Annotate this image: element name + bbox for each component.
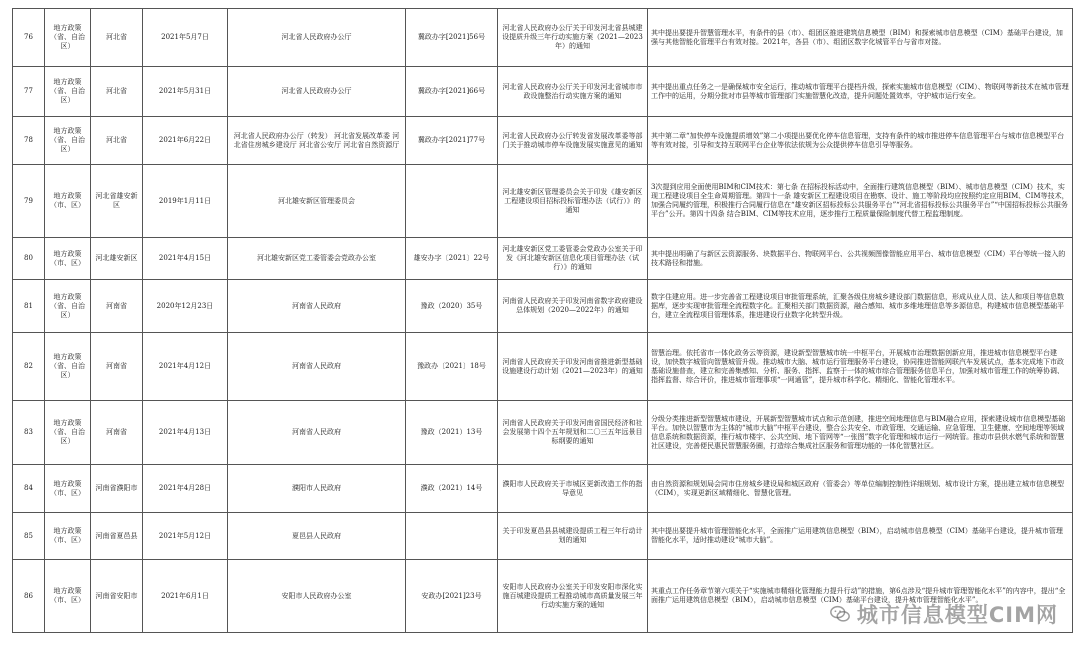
issuing-org-cell: 安阳市人民政府办公室 <box>228 560 406 633</box>
cim-summary-cell: 分级分类推进新型智慧城市建设，开展新型智慧城市试点和示范创建，推进空间地理信息与BIM融合应用，探索建设城市信息模型基础平台。加快以智慧市为主体的“城市大脑”中枢平台建设，整合公共安全、市政管理、交通运输、应急管理、卫生健康、空间地理等领域信息系统和数据资源，推行城市楼宇、公共空间、地下管网等“一张图”数字化管理和城市运行一网统管。推动市县供水燃气系统和智慧社区建设，完善便民惠民智慧服务圈，打造综合集成社区服务和管理功能的一体化智慧社区。 <box>648 401 1073 465</box>
policy-table-body <box>13 9 1073 633</box>
cim-summary-cell: 数字住建应用。进一步完善省工程建设项目审批管理系统，汇聚各级住房城乡建设部门数据信息，形成从业人员、法人和项目等信息数据库，逐步实现审批管理全流程数字化。汇聚相关部门数据资源，融合感知、城市多维地理信息等多源信息，构建城市信息模型基础平台，建立全流程项目管理体系，推进建设行业数字化转型升级。 <box>648 280 1073 333</box>
table-row <box>13 513 1073 560</box>
region-cell: 河北省 <box>91 67 143 117</box>
issuing-org-cell: 河北雄安新区党工委管委会党政办公室 <box>228 238 406 280</box>
region-cell: 河北省雄安新区 <box>91 165 143 238</box>
issuing-org-cell: 河北省人民政府办公厅（转发） 河北省发展改革委 河北省住房城乡建设厅 河北省公安厅 河北省自然资源厅 <box>228 117 406 165</box>
policy-level-cell: 地方政策（省、自治区） <box>45 117 91 165</box>
watermark <box>829 599 1058 629</box>
document-number-cell: 豫政（2020）35号 <box>406 280 498 333</box>
cim-summary-cell: 其中提出要提升城市管理智能化水平，全面推广运用建筑信息模型（BIM），启动城市信息模型（CIM）基础平台建设，提升城市管理智能化水平，适时推动建设“城市大脑”。 <box>648 513 1073 560</box>
issuing-org-cell: 河南省人民政府 <box>228 333 406 401</box>
policy-table <box>12 8 1073 633</box>
table-row <box>13 280 1073 333</box>
row-number-cell: 81 <box>13 280 45 333</box>
region-cell: 河南省 <box>91 401 143 465</box>
document-title-cell: 河北省人民政府办公厅关于印发河北省城市市政设施整治行动实施方案的通知 <box>498 67 648 117</box>
region-cell: 河北雄安新区 <box>91 238 143 280</box>
table-row <box>13 117 1073 165</box>
cim-summary-cell: 智慧治理。依托省市一体化政务云等资源，建设新型智慧城市统一中枢平台，开展城市治理数据创新应用，推进城市信息模型平台建设，加快数字城管向智慧城管升级。推动城市大脑、城市运行管理服务平台建设，协同推进智能网联汽车发展试点，基本完成地下市政基础设施普查，建立和完善集感知、分析、服务、指挥、监察于一体的城市综合管理服务信息平台，加强对城市管理工作的统筹协调、指挥监督、综合评价，推进城市管理事项“一网通管”，提升城市科学化、精细化、智能化管理水平。 <box>648 333 1073 401</box>
policy-level-cell: 地方政策（市、区） <box>45 165 91 238</box>
document-number-cell: 安政办[2021]23号 <box>406 560 498 633</box>
document-number-cell: 冀政办字[2021]77号 <box>406 117 498 165</box>
region-cell: 河北省 <box>91 9 143 67</box>
region-cell: 河南省夏邑县 <box>91 513 143 560</box>
issue-date-cell: 2021年6月22日 <box>143 117 228 165</box>
cim-summary-cell: 其中提出明确了与新区云资源服务、块数据平台、物联网平台、公共视频图像智能应用平台、城市信息模型（CIM）平台等统一接入的技术路径和措施。 <box>648 238 1073 280</box>
issuing-org-cell: 河北省人民政府办公厅 <box>228 67 406 117</box>
row-number-cell: 78 <box>13 117 45 165</box>
table-row <box>13 67 1073 117</box>
issue-date-cell: 2021年5月7日 <box>143 9 228 67</box>
watermark-text: 城市信息模型CIM网 <box>856 603 1058 627</box>
document-number-cell <box>406 513 498 560</box>
document-number-cell: 雄安办字〔2021〕22号 <box>406 238 498 280</box>
row-number-cell: 86 <box>13 560 45 633</box>
issue-date-cell: 2021年4月12日 <box>143 333 228 401</box>
policy-level-cell: 地方政策（市、区） <box>45 513 91 560</box>
document-number-cell <box>406 165 498 238</box>
cim-summary-cell: 由自然资源和规划局会同市住房城乡建设局和城区政府（管委会）等单位编制控制性详细规划、城市设计方案，提出建立城市信息模型（CIM），实现更新区域精细化、智慧化管理。 <box>648 465 1073 513</box>
policy-level-cell: 地方政策（省、自治区） <box>45 67 91 117</box>
region-cell: 河北省 <box>91 117 143 165</box>
policy-level-cell: 地方政策（省、自治区） <box>45 401 91 465</box>
issuing-org-cell: 夏邑县人民政府 <box>228 513 406 560</box>
document-number-cell: 濮政（2021）14号 <box>406 465 498 513</box>
document-title-cell: 河北省人民政府办公厅转发省发展改革委等部门关于推动城市停车设施发展实施意见的通知 <box>498 117 648 165</box>
issue-date-cell: 2021年4月13日 <box>143 401 228 465</box>
policy-level-cell: 地方政策（省、自治区） <box>45 9 91 67</box>
table-row <box>13 401 1073 465</box>
cim-summary-cell: 其中第二章“加快停车设施提质增效”第二小项提出要优化停车信息管理，支持有条件的城市推进停车信息管理平台与城市信息模型平台等有效对接，引导和支持互联网平台企业等依法依规为公众提供停车信息引导等服务。 <box>648 117 1073 165</box>
region-cell: 河南省 <box>91 280 143 333</box>
issue-date-cell: 2020年12月23日 <box>143 280 228 333</box>
document-title-cell: 安阳市人民政府办公室关于印发安阳市深化实施百城建设提质工程推动城市高质量发展三年行动实施方案的通知 <box>498 560 648 633</box>
document-title-cell: 河北雄安新区党工委管委会党政办公室关于印发《河北雄安新区信息化项目管理办法（试行）》的通知 <box>498 238 648 280</box>
row-number-cell: 84 <box>13 465 45 513</box>
row-number-cell: 79 <box>13 165 45 238</box>
policy-level-cell: 地方政策（市、区） <box>45 238 91 280</box>
issue-date-cell: 2021年4月15日 <box>143 238 228 280</box>
issuing-org-cell: 濮阳市人民政府 <box>228 465 406 513</box>
table-row <box>13 9 1073 67</box>
document-number-cell: 豫政（2021）13号 <box>406 401 498 465</box>
issuing-org-cell: 河南省人民政府 <box>228 401 406 465</box>
document-number-cell: 豫政办〔2021〕18号 <box>406 333 498 401</box>
policy-level-cell: 地方政策（省、自治区） <box>45 280 91 333</box>
issuing-org-cell: 河北雄安新区管理委员会 <box>228 165 406 238</box>
region-cell: 河南省濮阳市 <box>91 465 143 513</box>
document-title-cell: 河北雄安新区管理委员会关于印发《雄安新区工程建设项目招标投标管理办法（试行）》的通知 <box>498 165 648 238</box>
issue-date-cell: 2021年4月28日 <box>143 465 228 513</box>
issue-date-cell: 2021年5月12日 <box>143 513 228 560</box>
cim-summary-cell: 3次提到应用全面使用BIM和CIM技术：第七条 在招标投标活动中，全面推行建筑信息模型（BIM）、城市信息模型（CIM）技术，实现工程建设项目全生命周期管理。第四十一条 雄安新区工程建设项目在勘察、设计、施工等阶段均应按照约定应用BIM、CIM等技术，加强合同履约管理，积极推行合同履行信息在“雄安新区招标投标公共服务平台”“河北省招标投标公共服务平台”“中国招标投标公共服务平台”公开。第四十四条 结合BIM、CIM等技术应用，逐步推行工程质量保险制度代替工程监理制度。 <box>648 165 1073 238</box>
cim-summary-cell: 其中提出重点任务之一是确保城市安全运行，推动城市管理平台提档升级，探索实施城市信息模型（CIM）、物联网等新技术在城市管理工作中的运用，分期分批对市县等城市管理部门实施智慧化改造，提升问题处置效率，守护城市运行安全。 <box>648 67 1073 117</box>
region-cell: 河南省安阳市 <box>91 560 143 633</box>
wechat-icon <box>829 603 851 625</box>
document-number-cell: 冀政办字[2021]66号 <box>406 67 498 117</box>
document-title-cell: 河北省人民政府办公厅关于印发河北省县城建设提质升级三年行动实施方案（2021—2023年）的通知 <box>498 9 648 67</box>
document-title-cell: 濮阳市人民政府关于市城区更新改造工作的指导意见 <box>498 465 648 513</box>
document-title-cell: 关于印发夏邑县县城建设提质工程三年行动计划的通知 <box>498 513 648 560</box>
document-title-cell: 河南省人民政府关于印发河南省推进新型基础设施建设行动计划（2021—2023年）的通知 <box>498 333 648 401</box>
document-title-cell: 河南省人民政府关于印发河南省数字政府建设总体规划（2020—2022年）的通知 <box>498 280 648 333</box>
row-number-cell: 76 <box>13 9 45 67</box>
policy-level-cell: 地方政策（省、自治区） <box>45 333 91 401</box>
region-cell: 河南省 <box>91 333 143 401</box>
policy-level-cell: 地方政策（市、区） <box>45 465 91 513</box>
table-row <box>13 465 1073 513</box>
document-number-cell: 冀政办字[2021]56号 <box>406 9 498 67</box>
table-row <box>13 238 1073 280</box>
issuing-org-cell: 河北省人民政府办公厅 <box>228 9 406 67</box>
table-row <box>13 165 1073 238</box>
row-number-cell: 82 <box>13 333 45 401</box>
cim-summary-cell: 其重点工作任务章节第六项关于“实施城市精细化管理能力提升行动”的措施，第6点涉及“提升城市管理智能化水平”的内容中，提出“全面推广运用建筑信息模型（BIM），启动城市信息模型（CIM）基础平台建设，提升城市管理智能化水平”。 <box>648 560 1073 633</box>
table-row <box>13 333 1073 401</box>
issue-date-cell: 2021年5月31日 <box>143 67 228 117</box>
policy-level-cell: 地方政策（市、区） <box>45 560 91 633</box>
issuing-org-cell: 河南省人民政府 <box>228 280 406 333</box>
row-number-cell: 80 <box>13 238 45 280</box>
document-title-cell: 河南省人民政府关于印发河南省国民经济和社会发展第十四个五年规划和二〇三五年远景目标纲要的通知 <box>498 401 648 465</box>
row-number-cell: 83 <box>13 401 45 465</box>
cim-summary-cell: 其中提出要提升智慧管理水平，有条件的县（市）、组团区推进建筑信息模型（BIM）和探索城市信息模型（CIM）基础平台建设，加强与其他智能化管理平台有效对接。2021年，各县（市）、组团区数字化城管平台与省市对接。 <box>648 9 1073 67</box>
row-number-cell: 77 <box>13 67 45 117</box>
issue-date-cell: 2019年1月11日 <box>143 165 228 238</box>
issue-date-cell: 2021年6月1日 <box>143 560 228 633</box>
row-number-cell: 85 <box>13 513 45 560</box>
